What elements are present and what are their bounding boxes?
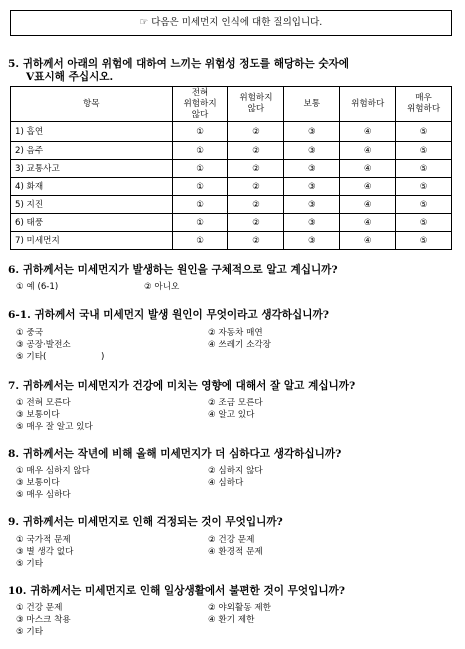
- rating-option[interactable]: ③: [284, 196, 340, 214]
- header-scale-3: [284, 87, 340, 122]
- header-scale-1: [172, 87, 228, 122]
- option-3[interactable]: ③ 별 생각 없다: [16, 547, 74, 557]
- rating-option[interactable]: ④: [340, 160, 396, 178]
- option-4[interactable]: ④ 심하다: [208, 478, 244, 488]
- rating-option[interactable]: ③: [284, 160, 340, 178]
- option-no[interactable]: ② 아니오: [144, 282, 180, 292]
- option-yes[interactable]: ① 예 (6-1): [16, 282, 59, 292]
- option-2[interactable]: ② 자동차 매연: [208, 328, 263, 338]
- option-3[interactable]: ③ 공장·발전소: [16, 340, 71, 350]
- header-scale-5: [396, 87, 452, 122]
- rating-option[interactable]: ①: [172, 160, 228, 178]
- question-10-title: 10. 귀하께서는 미세먼지로 인해 일상생활에서 불편한 것이 무엇입니까?: [8, 585, 345, 597]
- question-10-options: [16, 602, 456, 638]
- rating-option[interactable]: ①: [172, 196, 228, 214]
- option-4[interactable]: ④ 쓰레기 소각장: [208, 340, 271, 350]
- table-row: [11, 178, 452, 196]
- question-6-1-options: [16, 327, 456, 363]
- rating-option[interactable]: ④: [340, 142, 396, 160]
- question-5-title: [8, 58, 349, 84]
- table-row: [11, 232, 452, 250]
- header-scale-3-label: 보통: [303, 98, 321, 109]
- rating-option[interactable]: ②: [228, 122, 284, 142]
- question-8-options: [16, 465, 456, 501]
- question-5-title-line2: V표시해 주십시오.: [26, 71, 114, 83]
- row-item: 4) 화재: [11, 178, 173, 196]
- option-5[interactable]: ⑤ 기타: [16, 627, 44, 637]
- rating-option[interactable]: ②: [228, 232, 284, 250]
- header-scale-5-label: 매우 위험하다: [406, 93, 441, 114]
- rating-option[interactable]: ①: [172, 178, 228, 196]
- option-5[interactable]: ⑤ 매우 심하다: [16, 490, 71, 500]
- option-5[interactable]: ⑤ 기타: [16, 559, 44, 569]
- section-banner: ☞ 다음은 미세먼지 인식에 대한 질의입니다.: [10, 10, 452, 36]
- option-3[interactable]: ③ 보통이다: [16, 478, 60, 488]
- option-1[interactable]: ① 중국: [16, 328, 44, 338]
- rating-option[interactable]: ⑤: [396, 214, 452, 232]
- row-item: 1) 흡연: [11, 122, 173, 142]
- rating-option[interactable]: ①: [172, 214, 228, 232]
- question-8-title: 8. 귀하께서는 작년에 비해 올해 미세먼지가 더 심하다고 생각하십니까?: [8, 448, 342, 460]
- option-2[interactable]: ② 조금 모른다: [208, 398, 263, 408]
- table-row: [11, 142, 452, 160]
- rating-option[interactable]: ③: [284, 142, 340, 160]
- rating-option[interactable]: ①: [172, 142, 228, 160]
- rating-option[interactable]: ②: [228, 160, 284, 178]
- question-6-title: 6. 귀하께서는 미세먼지가 발생하는 원인을 구체적으로 알고 계십니까?: [8, 264, 338, 276]
- rating-option[interactable]: ④: [340, 214, 396, 232]
- rating-option[interactable]: ②: [228, 196, 284, 214]
- question-5-title-line1: 5. 귀하께서 아래의 위험에 대하여 느끼는 위험성 정도를 해당하는 숫자에: [8, 58, 350, 70]
- table-row: [11, 214, 452, 232]
- row-item: 2) 음주: [11, 142, 173, 160]
- table-row: [11, 196, 452, 214]
- question-9-options: [16, 534, 456, 570]
- rating-option[interactable]: ②: [228, 178, 284, 196]
- rating-option[interactable]: ⑤: [396, 122, 452, 142]
- rating-option[interactable]: ⑤: [396, 232, 452, 250]
- question-6-1-title: 6-1. 귀하께서 국내 미세먼지 발생 원인이 무엇이라고 생각하십니까?: [8, 309, 329, 321]
- option-5[interactable]: ⑤ 기타( ): [16, 352, 105, 362]
- rating-option[interactable]: ②: [228, 142, 284, 160]
- rating-option[interactable]: ④: [340, 196, 396, 214]
- option-5[interactable]: ⑤ 매우 잘 알고 있다: [16, 422, 93, 432]
- question-7-title: 7. 귀하께서는 미세먼지가 건강에 미치는 영향에 대해서 잘 알고 계십니까?: [8, 380, 356, 392]
- rating-option[interactable]: ①: [172, 232, 228, 250]
- option-3[interactable]: ③ 마스크 착용: [16, 615, 71, 625]
- option-2[interactable]: ② 건강 문제: [208, 535, 255, 545]
- row-item: 7) 미세먼지: [11, 232, 173, 250]
- rating-option[interactable]: ①: [172, 122, 228, 142]
- rating-option[interactable]: ⑤: [396, 178, 452, 196]
- rating-option[interactable]: ③: [284, 232, 340, 250]
- header-scale-4: [340, 87, 396, 122]
- option-4[interactable]: ④ 환기 제한: [208, 615, 255, 625]
- header-scale-4-label: 위험하다: [351, 98, 385, 109]
- option-4[interactable]: ④ 알고 있다: [208, 410, 255, 420]
- rating-option[interactable]: ⑤: [396, 160, 452, 178]
- rating-option[interactable]: ④: [340, 232, 396, 250]
- option-1[interactable]: ① 매우 심하지 않다: [16, 466, 91, 476]
- option-3[interactable]: ③ 보통이다: [16, 410, 60, 420]
- rating-option[interactable]: ②: [228, 214, 284, 232]
- table-row: [11, 160, 452, 178]
- option-2[interactable]: ② 야외활동 제한: [208, 603, 271, 613]
- rating-option[interactable]: ⑤: [396, 196, 452, 214]
- row-item: 5) 지진: [11, 196, 173, 214]
- option-1[interactable]: ① 전혀 모른다: [16, 398, 71, 408]
- header-item-label: 항목: [83, 98, 100, 109]
- header-scale-1-label: 전혀 위험하지 않다: [183, 87, 217, 120]
- question-6-options: [16, 281, 456, 293]
- rating-option[interactable]: ③: [284, 214, 340, 232]
- risk-table: [10, 86, 452, 250]
- rating-option[interactable]: ⑤: [396, 142, 452, 160]
- risk-table-header: [11, 87, 452, 122]
- question-7-options: [16, 397, 456, 433]
- option-4[interactable]: ④ 환경적 문제: [208, 547, 263, 557]
- header-scale-2: [228, 87, 284, 122]
- rating-option[interactable]: ④: [340, 122, 396, 142]
- option-1[interactable]: ① 건강 문제: [16, 603, 63, 613]
- row-item: 3) 교통사고: [11, 160, 173, 178]
- header-item: [11, 87, 173, 122]
- rating-option[interactable]: ③: [284, 178, 340, 196]
- rating-option[interactable]: ④: [340, 178, 396, 196]
- option-1[interactable]: ① 국가적 문제: [16, 535, 71, 545]
- row-item: 6) 태풍: [11, 214, 173, 232]
- table-row: [11, 122, 452, 142]
- question-9-title: 9. 귀하께서는 미세먼지로 인해 걱정되는 것이 무엇입니까?: [8, 516, 283, 528]
- rating-option[interactable]: ③: [284, 122, 340, 142]
- header-scale-2-label: 위험하지 않다: [239, 93, 273, 114]
- option-2[interactable]: ② 심하지 않다: [208, 466, 263, 476]
